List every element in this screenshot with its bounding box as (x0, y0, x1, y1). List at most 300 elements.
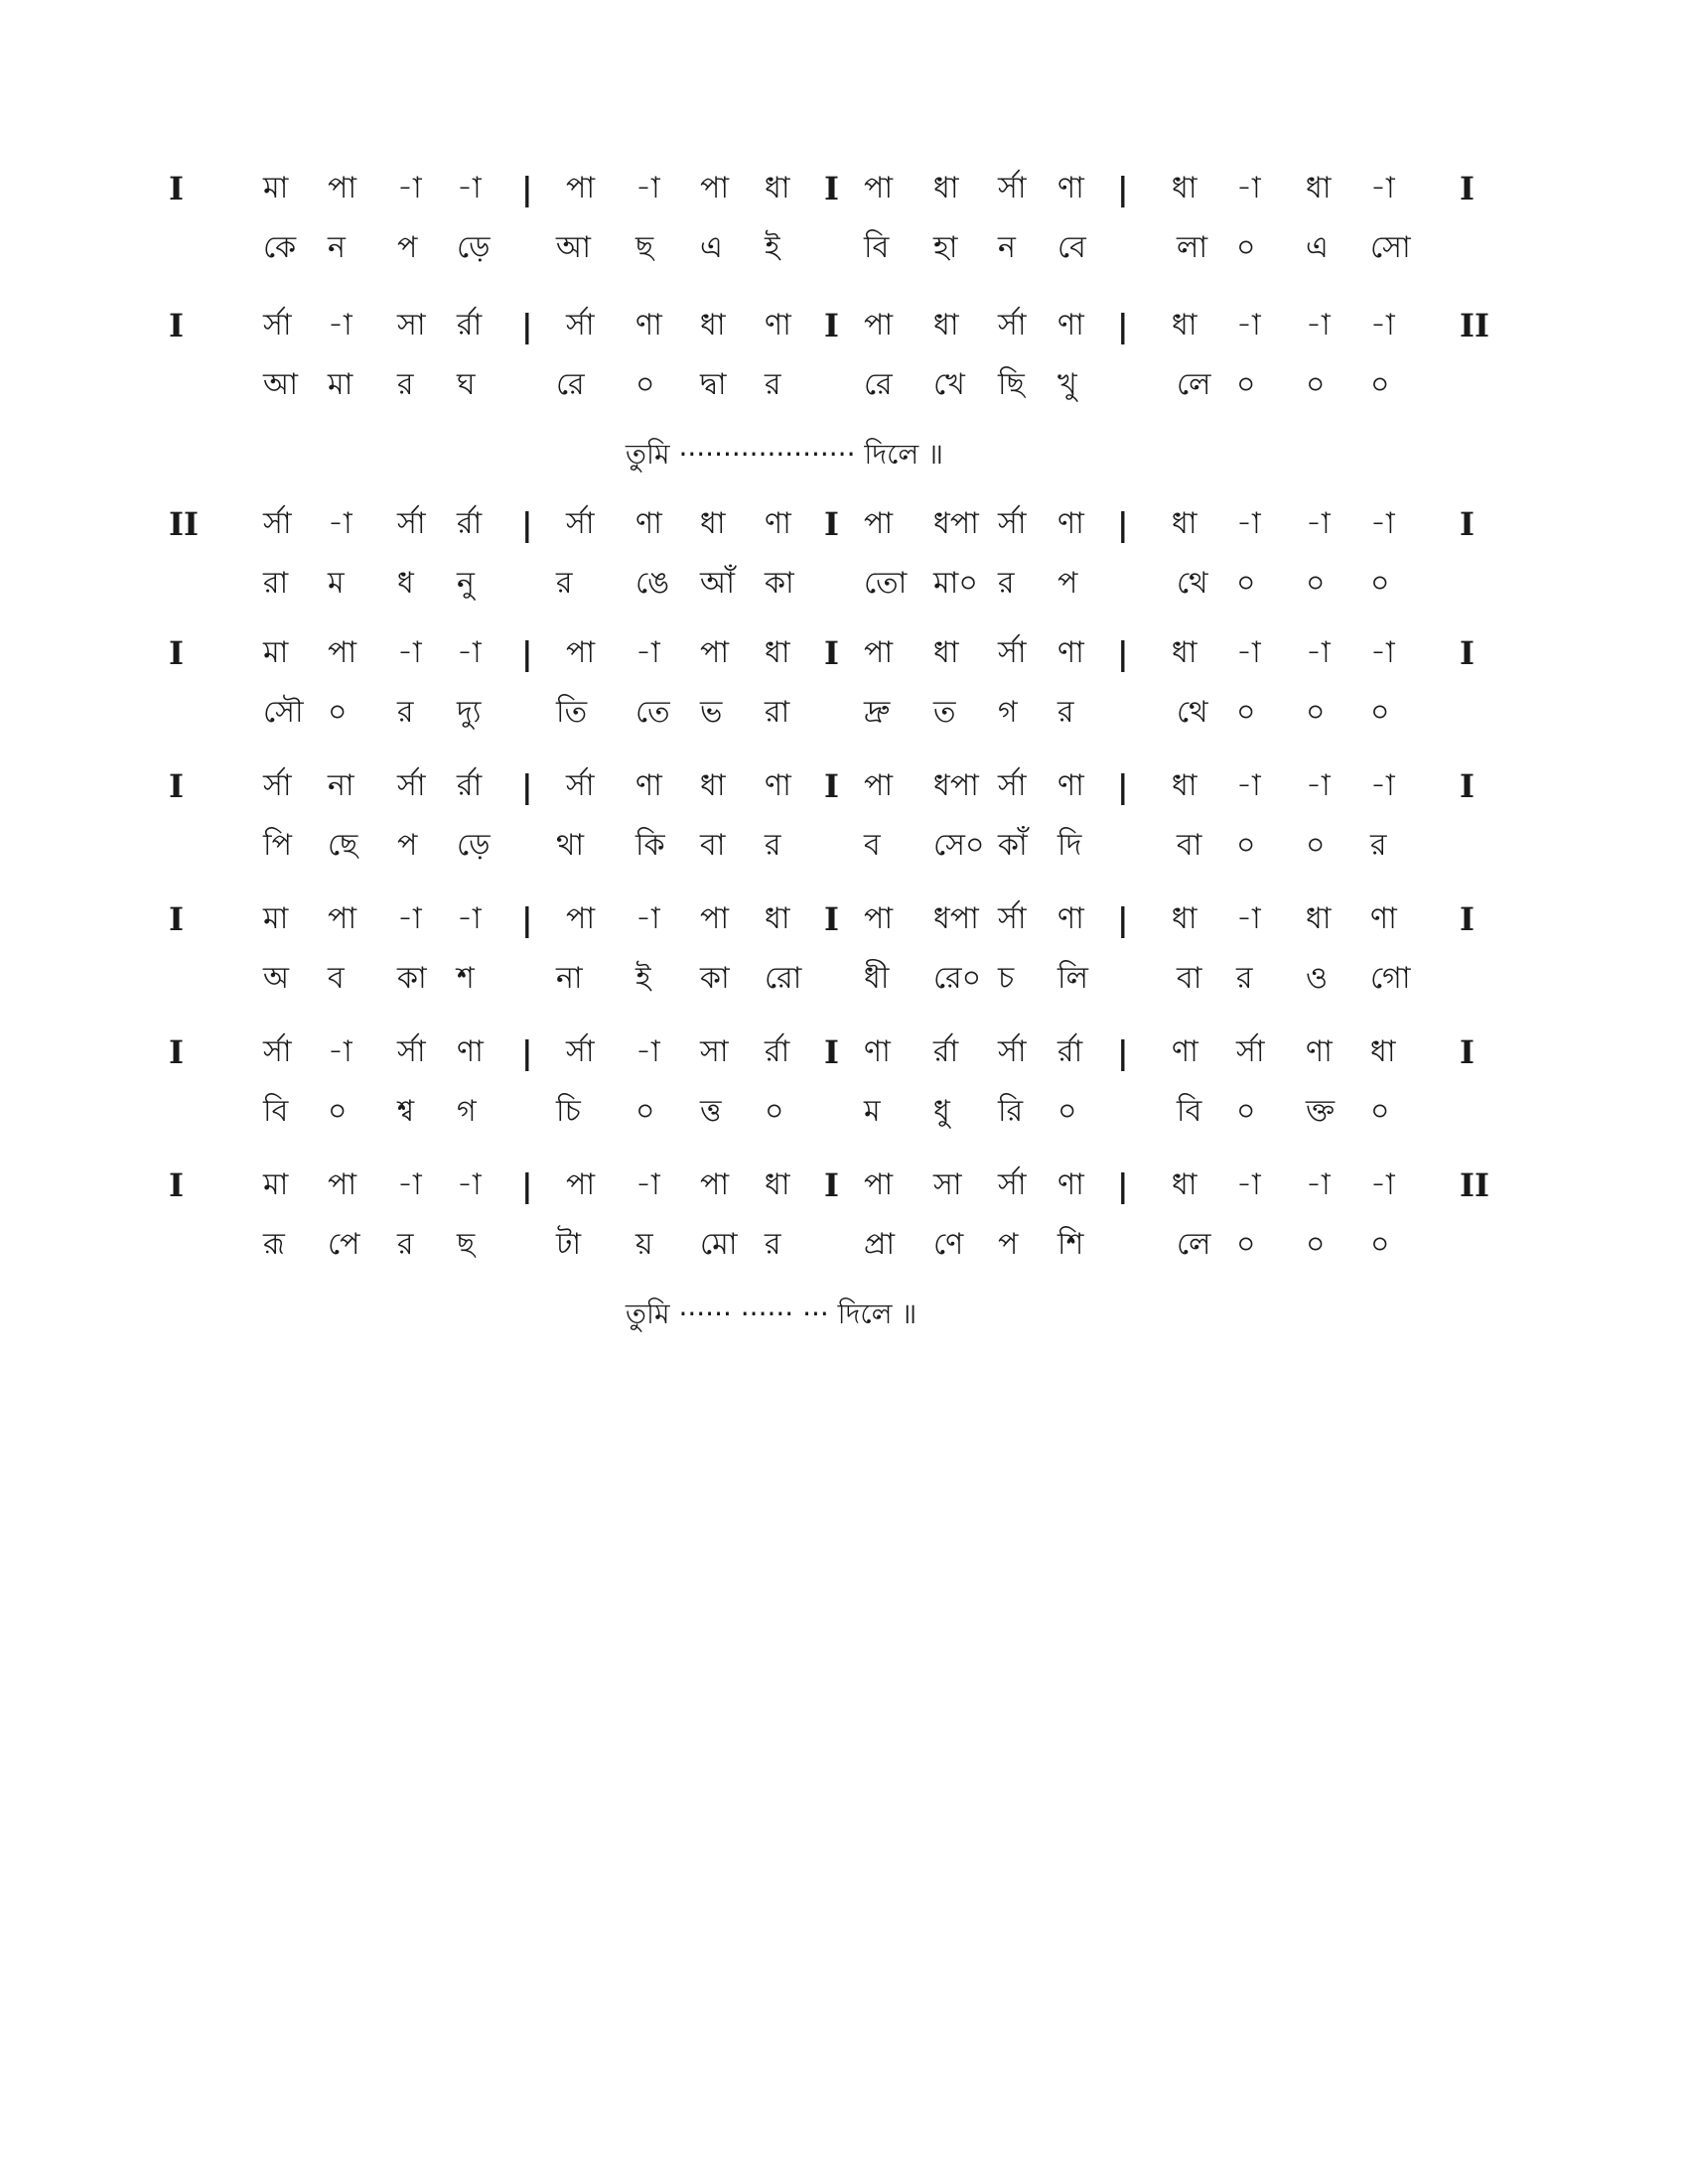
lyric-syllable: না (556, 961, 583, 996)
lyric-syllable: ড়ে (457, 828, 491, 863)
bar-line: | (1117, 1166, 1129, 1204)
swara-note: র্সা (998, 308, 1027, 342)
swara-note: -া (635, 171, 660, 205)
lyric-syllable: ছ (635, 230, 654, 265)
swara-note: ধা (765, 901, 790, 936)
lyric-syllable: ম (864, 1094, 881, 1129)
swara-note: পা (566, 1167, 596, 1202)
swara-note: মা (263, 171, 289, 205)
swara-note: পা (328, 171, 357, 205)
lyric-syllable: ও (1306, 961, 1329, 996)
lyric-syllable: লে (1177, 367, 1211, 402)
bar-line: I (169, 634, 184, 672)
swara-note: ণা (765, 768, 791, 803)
sargam-row (169, 1023, 1519, 1082)
notation-stanza (169, 889, 1519, 1009)
swara-note: ণা (635, 506, 662, 541)
bar-line: I (169, 1166, 184, 1204)
lyric-syllable: রা (263, 566, 289, 601)
refrain-line: তুমি ······ ······ ··· দিলে ॥ (626, 1297, 917, 1330)
swara-note: র্সা (998, 1034, 1027, 1069)
bar-line: | (521, 307, 533, 344)
swara-note: পা (864, 506, 894, 541)
lyric-syllable: ঘ (457, 367, 476, 402)
notation-stanza (169, 296, 1519, 471)
swara-note: ণা (1057, 768, 1084, 803)
lyric-syllable: ০ (1370, 1227, 1390, 1262)
bar-line: | (521, 505, 533, 543)
lyric-syllable: প্রা (864, 1227, 896, 1262)
lyric-syllable: দ্রু (864, 695, 891, 730)
lyric-syllable: নু (457, 566, 475, 601)
bar-line: I (824, 307, 839, 344)
lyrics-row (169, 554, 1519, 614)
bar-line: I (1460, 900, 1475, 938)
lyric-syllable: কা (765, 566, 794, 601)
swara-note: ধা (1172, 171, 1197, 205)
swara-note: র্রা (457, 768, 483, 803)
swara-note: -া (397, 901, 422, 936)
lyric-syllable: ০ (1236, 1227, 1256, 1262)
lyric-syllable: ০ (765, 1094, 784, 1129)
sargam-row (169, 159, 1519, 218)
lyric-syllable: ন (998, 230, 1016, 265)
lyric-syllable: বা (700, 828, 726, 863)
lyrics-row (169, 355, 1519, 415)
swara-note: পা (328, 901, 357, 936)
swara-note: র্সা (263, 308, 292, 342)
swara-note: না (328, 768, 354, 803)
swara-note: ণা (1057, 635, 1084, 670)
lyric-syllable: টা (556, 1227, 582, 1262)
lyrics-row (169, 218, 1519, 278)
bar-line: II (1460, 1166, 1489, 1204)
lyric-syllable: কা (700, 961, 730, 996)
lyric-syllable: তো (864, 566, 908, 601)
swara-note: -া (1370, 308, 1395, 342)
swara-note: পা (700, 901, 730, 936)
swara-note: মা (263, 901, 289, 936)
bar-line: I (824, 767, 839, 805)
lyric-syllable: ০ (328, 695, 348, 730)
swara-note: র্সা (566, 768, 595, 803)
notation-stanza (169, 159, 1519, 278)
lyric-syllable: প (1057, 566, 1078, 601)
bar-line: I (824, 634, 839, 672)
sargam-row (169, 296, 1519, 355)
bar-line: | (521, 170, 533, 207)
bar-line: I (824, 1033, 839, 1071)
lyric-syllable: মা (328, 367, 353, 402)
notation-stanza (169, 494, 1519, 614)
lyrics-row (169, 1215, 1519, 1275)
swara-note: র্রা (457, 506, 483, 541)
sargam-row (169, 756, 1519, 816)
lyric-syllable: র (1057, 695, 1074, 730)
swara-note: পা (328, 1167, 357, 1202)
bar-line: I (1460, 505, 1475, 543)
lyric-syllable: তে (635, 695, 670, 730)
lyric-syllable: র (397, 367, 414, 402)
lyric-syllable: পে (328, 1227, 360, 1262)
lyric-syllable: বা (1177, 961, 1202, 996)
notation-stanza (169, 1023, 1519, 1142)
bar-line: | (521, 1166, 533, 1204)
lyric-syllable: অ (263, 961, 289, 996)
swara-note: পা (328, 635, 357, 670)
swara-note: পা (566, 171, 596, 205)
bar-line: | (1117, 900, 1129, 938)
lyric-syllable: ম (328, 566, 345, 601)
swara-note: সা (397, 308, 426, 342)
swara-note: র্সা (263, 768, 292, 803)
swara-note: র্সা (998, 506, 1027, 541)
bar-line: I (169, 170, 184, 207)
lyric-syllable: পি (263, 828, 292, 863)
lyric-syllable: কাঁ (998, 828, 1028, 863)
swara-note: র্সা (397, 768, 426, 803)
lyric-syllable: গ (457, 1094, 477, 1129)
swara-note: ধা (700, 768, 726, 803)
swara-note: -া (1236, 901, 1261, 936)
lyric-syllable: ভ (700, 695, 723, 730)
notation-stanza (169, 623, 1519, 743)
swara-note: ধা (1172, 1167, 1197, 1202)
bar-line: I (824, 505, 839, 543)
swara-note: ধপা (933, 901, 979, 936)
lyric-syllable: ব (864, 828, 881, 863)
lyric-syllable: হা (933, 230, 958, 265)
swara-note: -া (397, 171, 422, 205)
lyric-syllable: ই (765, 230, 780, 265)
swara-note: সা (933, 1167, 962, 1202)
lyric-syllable: কে (263, 230, 297, 265)
swara-note: ধা (1172, 635, 1197, 670)
lyric-syllable: ০ (1057, 1094, 1077, 1129)
lyric-syllable: ধী (864, 961, 890, 996)
lyric-syllable: আঁ (700, 566, 735, 601)
swara-note: র্সা (998, 1167, 1027, 1202)
swara-note: -া (328, 308, 352, 342)
lyric-syllable: সে০ (933, 828, 985, 863)
lyric-syllable: র (765, 1227, 781, 1262)
lyric-syllable: ত (933, 695, 956, 730)
lyric-syllable: য় (635, 1227, 653, 1262)
swara-note: পা (864, 635, 894, 670)
swara-note: -া (1370, 506, 1395, 541)
swara-note: ণা (765, 506, 791, 541)
lyric-syllable: কা (397, 961, 427, 996)
swara-note: পা (566, 901, 596, 936)
lyric-syllable: ০ (1370, 566, 1390, 601)
lyrics-row (169, 683, 1519, 743)
lyric-syllable: চ (998, 961, 1015, 996)
lyric-syllable: রে০ (933, 961, 982, 996)
lyric-syllable: ০ (1306, 367, 1326, 402)
swara-note: ণা (765, 308, 791, 342)
lyric-syllable: রে (556, 367, 585, 402)
swara-note: ধা (765, 635, 790, 670)
swara-note: -া (1236, 1167, 1261, 1202)
swara-note: ণা (457, 1034, 484, 1069)
swara-note: র্রা (933, 1034, 959, 1069)
swara-note: -া (635, 901, 660, 936)
lyric-syllable: লে (1177, 1227, 1211, 1262)
swara-note: র্রা (1057, 1034, 1083, 1069)
lyric-syllable: কি (635, 828, 665, 863)
bar-line: | (1117, 170, 1129, 207)
lyric-syllable: সো (1370, 230, 1411, 265)
bar-line: | (521, 767, 533, 805)
bar-line: | (1117, 767, 1129, 805)
lyric-syllable: ত্ত (700, 1094, 722, 1129)
lyric-syllable: মো (700, 1227, 738, 1262)
lyric-syllable: শি (1057, 1227, 1084, 1262)
swara-note: ধা (1306, 901, 1332, 936)
lyric-syllable: ধ (397, 566, 414, 601)
swara-note: পা (700, 635, 730, 670)
swara-note: র্সা (263, 1034, 292, 1069)
swara-note: ধা (933, 171, 959, 205)
bar-line: II (169, 505, 199, 543)
lyric-syllable: দ্যু (457, 695, 482, 730)
lyric-syllable: র (765, 367, 781, 402)
lyric-syllable: র (397, 1227, 414, 1262)
bar-line: I (824, 1166, 839, 1204)
notation-stanza (169, 756, 1519, 876)
lyric-syllable: ০ (1306, 695, 1326, 730)
swara-note: পা (864, 1167, 894, 1202)
lyric-syllable: প (397, 828, 418, 863)
sargam-row (169, 1156, 1519, 1215)
lyrics-row (169, 1082, 1519, 1142)
swara-note: ণা (1057, 1167, 1084, 1202)
swara-note: -া (1236, 768, 1261, 803)
lyric-syllable: রি (998, 1094, 1024, 1129)
lyric-syllable: আ (263, 367, 298, 402)
swara-note: ধা (1172, 901, 1197, 936)
swara-note: ধা (765, 1167, 790, 1202)
swara-note: র্সা (397, 506, 426, 541)
bar-line: I (169, 767, 184, 805)
swara-note: ধপা (933, 768, 979, 803)
lyric-syllable: বা (1177, 828, 1202, 863)
lyric-syllable: ০ (1236, 1094, 1256, 1129)
lyrics-row (169, 816, 1519, 876)
lyric-syllable: খে (933, 367, 965, 402)
swara-note: ধা (700, 506, 726, 541)
lyric-syllable: ছে (328, 828, 358, 863)
swara-note: ধা (765, 171, 790, 205)
lyric-syllable: র (1370, 828, 1387, 863)
swara-note: ণা (635, 768, 662, 803)
swara-note: মা (263, 635, 289, 670)
lyric-syllable: বে (1057, 230, 1086, 265)
bar-line: | (1117, 634, 1129, 672)
lyric-syllable: ক্ত (1306, 1094, 1336, 1129)
bar-line: | (521, 1033, 533, 1071)
lyric-syllable: বি (1177, 1094, 1202, 1129)
swara-note: ধা (1172, 308, 1197, 342)
swara-note: ণা (1057, 171, 1084, 205)
swara-note: ণা (1057, 901, 1084, 936)
swara-note: -া (635, 635, 660, 670)
swara-note: -া (397, 635, 422, 670)
lyric-syllable: শ্ব (397, 1094, 415, 1129)
swara-note: পা (700, 1167, 730, 1202)
lyric-syllable: ব (328, 961, 345, 996)
bar-line: I (1460, 1033, 1475, 1071)
lyric-syllable: রো (765, 961, 802, 996)
sargam-row (169, 889, 1519, 949)
lyric-syllable: লি (1057, 961, 1088, 996)
lyric-syllable: র (1236, 961, 1253, 996)
swara-note: -া (1236, 635, 1261, 670)
lyric-syllable: লা (1177, 230, 1208, 265)
lyric-syllable: থে (1177, 566, 1208, 601)
swara-note: পা (566, 635, 596, 670)
swara-note: -া (1306, 506, 1331, 541)
swara-note: র্রা (765, 1034, 790, 1069)
swara-note: র্সা (397, 1034, 426, 1069)
lyric-syllable: এ (1306, 230, 1329, 265)
swara-note: পা (700, 171, 730, 205)
lyric-syllable: ধু (933, 1094, 950, 1129)
lyric-syllable: আ (556, 230, 591, 265)
swara-note: -া (328, 1034, 352, 1069)
refrain-line: তুমি ···················· দিলে ॥ (626, 438, 943, 471)
lyric-syllable: রা (765, 695, 790, 730)
bar-line: | (1117, 1033, 1129, 1071)
swara-note: -া (1306, 768, 1331, 803)
lyric-syllable: ই (635, 961, 651, 996)
lyric-syllable: ০ (1370, 367, 1390, 402)
swara-note: র্সা (1236, 1034, 1265, 1069)
bar-line: I (169, 900, 184, 938)
lyric-syllable: ০ (328, 1094, 348, 1129)
swara-note: ধা (933, 635, 959, 670)
swara-note: -া (1306, 635, 1331, 670)
lyrics-row (169, 949, 1519, 1009)
lyric-syllable: রূ (263, 1227, 285, 1262)
lyric-syllable: ০ (635, 367, 655, 402)
lyric-syllable: র (397, 695, 414, 730)
lyric-syllable: রে (864, 367, 893, 402)
swara-note: ণা (1370, 901, 1397, 936)
lyric-syllable: ঙে (635, 566, 670, 601)
swara-note: -া (457, 635, 482, 670)
swara-note: র্রা (457, 308, 483, 342)
swara-note: ধা (1370, 1034, 1396, 1069)
swara-note: মা (263, 1167, 289, 1202)
swara-note: ণা (1172, 1034, 1198, 1069)
lyric-syllable: র (765, 828, 781, 863)
swara-note: -া (328, 506, 352, 541)
bar-line: | (1117, 307, 1129, 344)
swara-note: -া (457, 1167, 482, 1202)
swara-note: ধা (1172, 506, 1197, 541)
swara-note: ধা (933, 308, 959, 342)
swara-note: র্সা (263, 506, 292, 541)
lyric-syllable: গ (998, 695, 1018, 730)
bar-line: | (1117, 505, 1129, 543)
swara-note: -া (1370, 171, 1395, 205)
bar-line: I (169, 1033, 184, 1071)
swara-note: র্সা (566, 308, 595, 342)
notation-stanza (169, 1156, 1519, 1330)
lyric-syllable: গো (1370, 961, 1411, 996)
swara-note: ণা (1057, 506, 1084, 541)
bar-line: I (824, 170, 839, 207)
swara-note: -া (457, 901, 482, 936)
swara-note: ধপা (933, 506, 979, 541)
swara-note: র্সা (566, 1034, 595, 1069)
lyric-syllable: থে (1177, 695, 1208, 730)
swara-note: র্সা (998, 901, 1027, 936)
lyric-syllable: ০ (1370, 695, 1390, 730)
lyric-syllable: ড়ে (457, 230, 491, 265)
swara-note: ণা (635, 308, 662, 342)
swara-note: র্সা (566, 506, 595, 541)
lyric-syllable: ণে (933, 1227, 964, 1262)
swara-note: ণা (1306, 1034, 1333, 1069)
lyric-syllable: ০ (1306, 566, 1326, 601)
lyric-syllable: তি (556, 695, 588, 730)
lyric-syllable: খু (1057, 367, 1077, 402)
lyric-syllable: থা (556, 828, 585, 863)
lyric-syllable: দ্বা (700, 367, 727, 402)
swara-note: -া (1236, 171, 1261, 205)
lyric-syllable: দি (1057, 828, 1082, 863)
lyric-syllable: ০ (635, 1094, 655, 1129)
swara-note: -া (457, 171, 482, 205)
swara-note: ধা (1172, 768, 1197, 803)
swara-note: পা (864, 308, 894, 342)
bar-line: I (824, 900, 839, 938)
lyric-syllable: র (556, 566, 573, 601)
swara-note: -া (1370, 1167, 1395, 1202)
swara-note: পা (864, 768, 894, 803)
swara-note: -া (1370, 768, 1395, 803)
swara-note: র্সা (998, 768, 1027, 803)
lyric-syllable: ০ (1236, 367, 1256, 402)
lyric-syllable: ০ (1236, 695, 1256, 730)
swara-note: -া (1236, 308, 1261, 342)
swara-note: র্সা (998, 635, 1027, 670)
swara-note: -া (397, 1167, 422, 1202)
lyric-syllable: ছি (998, 367, 1025, 402)
swara-note: পা (864, 171, 894, 205)
swara-note: -া (1370, 635, 1395, 670)
lyric-syllable: প (397, 230, 418, 265)
lyric-syllable: ০ (1306, 828, 1326, 863)
swara-note: ধা (700, 308, 726, 342)
lyric-syllable: সৌ (263, 695, 304, 730)
swara-note: সা (700, 1034, 729, 1069)
bar-line: I (169, 307, 184, 344)
swara-note: -া (635, 1034, 660, 1069)
swara-note: ধা (1306, 171, 1332, 205)
swara-note: -া (635, 1167, 660, 1202)
lyric-syllable: র (998, 566, 1015, 601)
bar-line: | (521, 900, 533, 938)
swara-note: ণা (864, 1034, 891, 1069)
lyric-syllable: ০ (1236, 566, 1256, 601)
lyric-syllable: চি (556, 1094, 581, 1129)
bar-line: I (1460, 767, 1475, 805)
swara-note: পা (864, 901, 894, 936)
swara-note: ণা (1057, 308, 1084, 342)
